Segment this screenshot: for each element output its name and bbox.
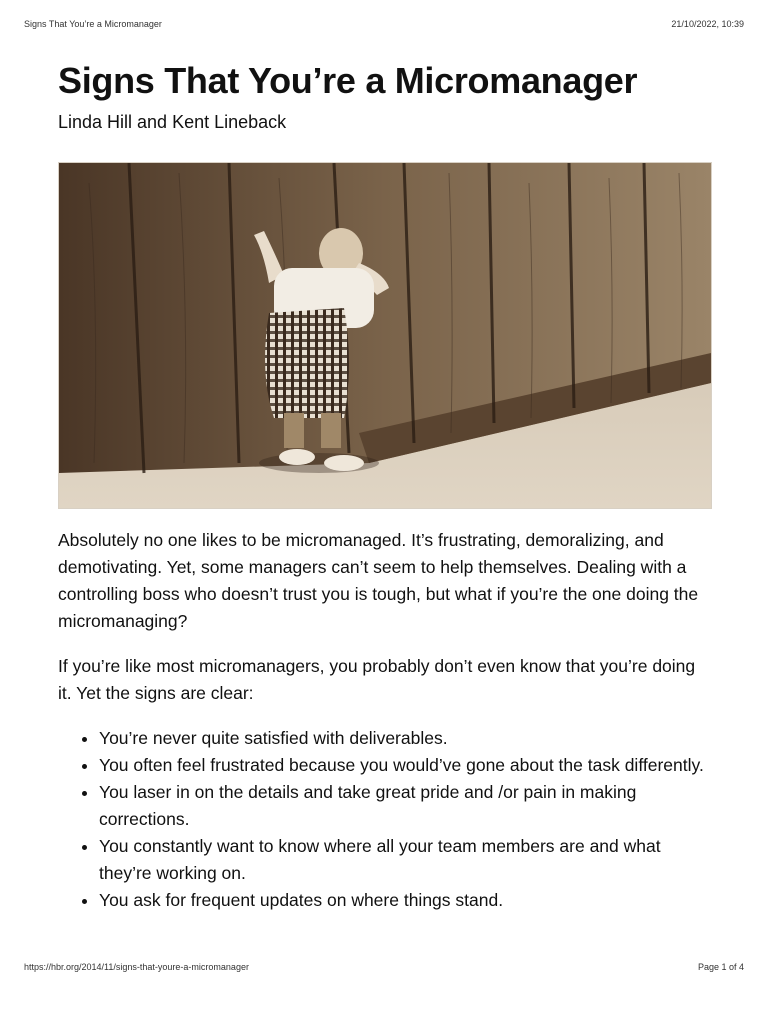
print-footer-page: Page 1 of 4 [697,962,744,972]
print-header-title: Signs That You’re a Micromanager [24,19,162,29]
signs-list [58,725,712,914]
article-body [58,527,712,914]
print-footer-url[interactable]: https://hbr.org/2014/11/signs-that-youre-a-micromanager [24,962,249,972]
paragraph: If you’re like most micromanagers, you probably don’t even know that you’re doing it. Yet the signs are clear: [58,656,696,703]
paragraph: Absolutely no one likes to be micromanaged. It’s frustrating, demoralizing, and demotivating. Yet, some managers can’t seem to help themselves. Dealing with a controlling boss who doesn’t trust you is tough, but what if you’re the one doing the micromanaging? [58,530,699,631]
print-header-datetime: 21/10/2022, 10:39 [671,19,744,29]
list-item: • You often feel frustrated because you would’ve gone about the task differently. [99,752,712,779]
print-header [24,19,744,29]
list-item: • You’re never quite satisfied with deliverables. [99,725,712,752]
article-authors: Linda Hill and Kent Lineback [58,112,287,132]
article-photo [58,162,712,509]
article-title: Signs That You’re a Micromanager [58,60,638,101]
print-footer [24,962,744,972]
list-item: • You laser in on the details and take great pride and /or pain in making corrections. [99,779,712,833]
list-item: • You ask for frequent updates on where things stand. [99,887,712,914]
list-item: • You constantly want to know where all your team members are and what they’re working on. [99,833,712,887]
article-photo-illustration [59,163,711,508]
